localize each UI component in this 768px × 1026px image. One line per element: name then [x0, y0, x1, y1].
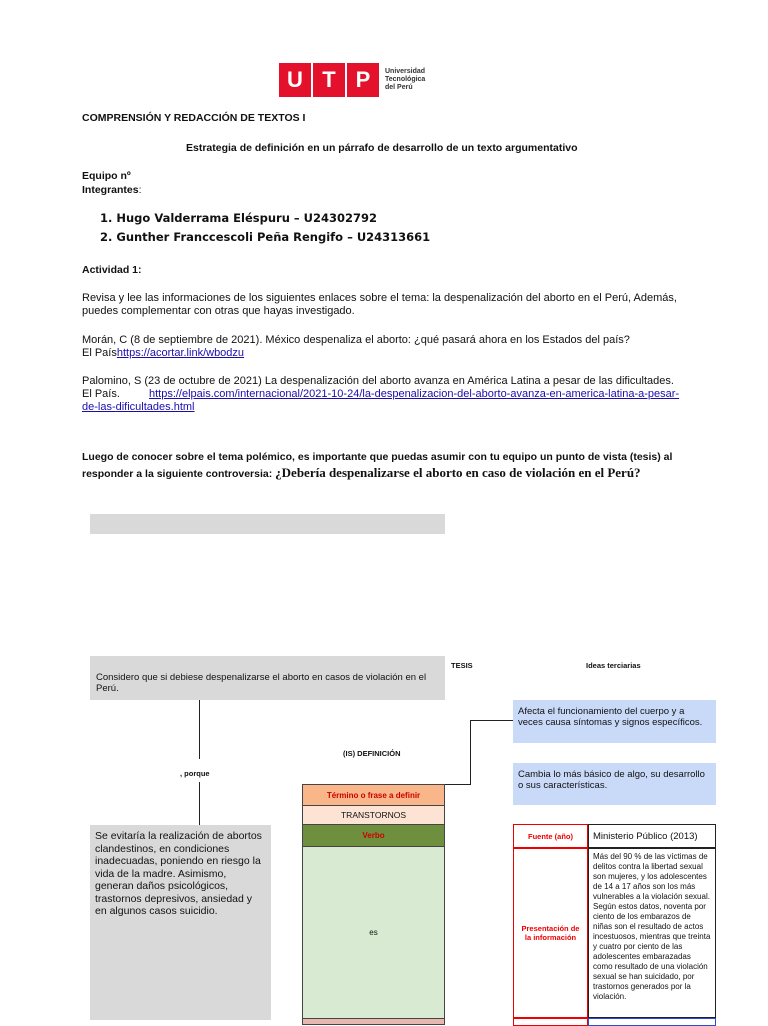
source-value: Ministerio Público (2013): [588, 824, 716, 848]
reference-2: Palomino, S (23 de octubre de 2021) La despenalización del aborto avanza en América Latina a pesar de las dificultades. El País. https://elpais.com/internacional/2021-10-24/la-despenalizacion-del-aborto-avanza-en-america-latina-a-pesar-de-las-dificultades.html: [82, 375, 680, 413]
logo-university-name: Universidad Tecnológica del Perú: [385, 68, 426, 91]
definicion-label: (IS) DEFINICIÓN: [343, 749, 401, 758]
member-1: 1. Hugo Valderrama Eléspuru – U24302792: [100, 211, 378, 225]
prompt-text: Luego de conocer sobre el tema polémico, es importante que puedas asumir con tu equipo un punto de vista (tesis) al responder a la siguiente controversia: ¿Debería despenalizarse el aborto en caso de violación en el Perú?: [82, 451, 673, 480]
course-title: COMPRENSIÓN Y REDACCIÓN DE TEXTOS I: [82, 112, 306, 124]
presentation-label: Presentación de la información: [513, 848, 588, 1018]
connector-line-5: [470, 720, 513, 721]
connector-line-2: [199, 782, 200, 825]
presentation-value: Más del 90 % de las víctimas de delitos contra la libertad sexual son mujeres, y los adolescentes de 14 a 17 años son los más vulnerables a la violación sexual. Según estos datos, noventa por ciento de los embarazos de niñas son el resultado de actos incestuosos, mientras que treinta y cuatro por ciento de las adolescentes embarazadas como resultado de una violación sexual se han suicidado, por trastornos generados por la violación.: [588, 848, 716, 1018]
connector-line-4: [470, 720, 471, 785]
members-heading: Integrantes:: [82, 184, 142, 196]
activity-heading: Actividad 1:: [82, 264, 142, 276]
tesis-label: TESIS: [451, 661, 473, 670]
member-2: 2. Gunther Franccescoli Peña Rengifo – U24313661: [100, 230, 431, 244]
source-label: Fuente (año): [513, 824, 588, 848]
term-label: Término o frase a definir: [302, 784, 445, 806]
controversy-question: ¿Debería despenalizarse el aborto en caso de violación en el Perú?: [275, 465, 641, 480]
tertiary-idea-2: Cambia lo más básico de algo, su desarrollo o sus características.: [513, 763, 716, 805]
term-value: TRANSTORNOS: [302, 806, 445, 825]
reference-1: Morán, C (8 de septiembre de 2021). México despenaliza el aborto: ¿qué pasará ahora en los Estados del país? El Paíshttps://acortar.link/wbodzu: [82, 334, 630, 359]
connector-line-3: [445, 784, 470, 785]
connector-line: [199, 700, 200, 759]
logo-letter-u: U: [279, 63, 311, 97]
next-row-label: [513, 1018, 588, 1026]
next-row-value: [588, 1018, 716, 1026]
reference-1-link[interactable]: https://acortar.link/wbodzu: [116, 347, 245, 359]
instruction-text: Revisa y lee las informaciones de los siguientes enlaces sobre el tema: la despenalización del aborto en el Perú, Además, puedes complementar con otras que hayas investigado.: [82, 292, 677, 317]
team-label: Equipo nº: [82, 170, 131, 182]
tertiary-idea-1: Afecta el funcionamiento del cuerpo y a veces causa síntomas y signos específicos.: [513, 700, 716, 743]
logo-letter-p: P: [347, 63, 379, 97]
verb-value: es: [302, 847, 445, 1019]
reference-2-link[interactable]: https://elpais.com/internacional/2021-10-24/la-despenalizacion-del-aborto-avanza-en-america-latina-a-pesar-de-las-: [82, 388, 680, 413]
thesis-box: Considero que si debiese despenalizarse el aborto en casos de violación en el Perú.: [90, 656, 445, 700]
next-row-cell: [302, 1019, 445, 1025]
logo-letter-t: T: [313, 63, 345, 97]
ideas-terciarias-label: Ideas terciarias: [586, 661, 641, 670]
reason-box: Se evitaría la realización de abortos clandestinos, en condiciones inadecuadas, poniendo en riesgo la vida de la madre. Asimismo, generan daños psicológicos, trastornos depresivos, ansiedad y en algunos casos suicidio.: [90, 825, 271, 1020]
porque-label: , porque: [180, 769, 210, 778]
subtitle: Estrategia de definición en un párrafo de desarrollo de un texto argumentativo: [186, 142, 578, 154]
answer-input[interactable]: [90, 514, 445, 534]
verb-label: Verbo: [302, 825, 445, 847]
reference-2-link-end[interactable]: dificultades.html: [115, 401, 195, 413]
utp-logo: [279, 62, 425, 98]
